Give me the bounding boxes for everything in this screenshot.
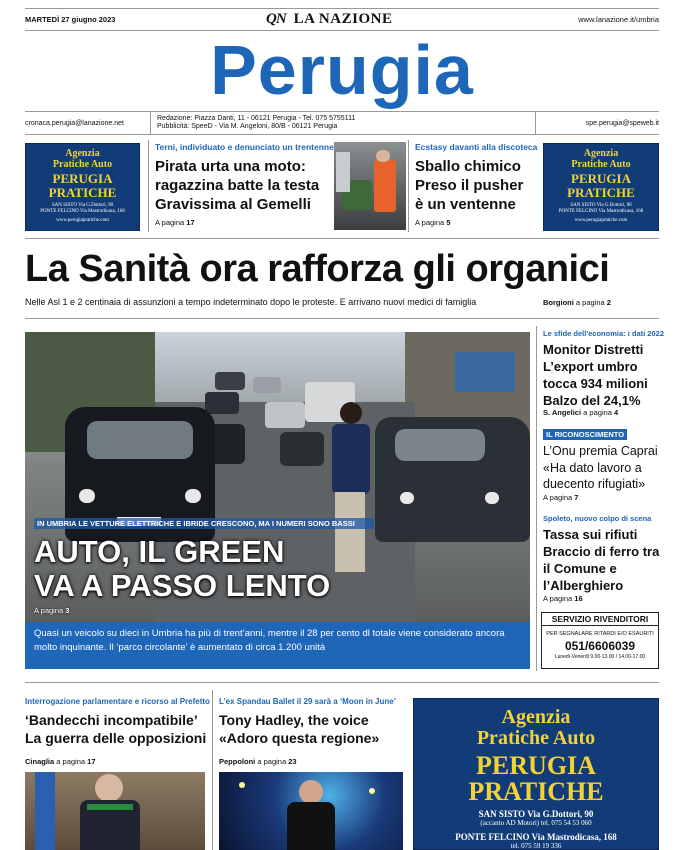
author: S. Angelici xyxy=(543,408,582,417)
bottom-story-1-headline[interactable]: ‘Bandecchi incompatibile’ La guerra delle opposizioni xyxy=(25,712,207,746)
ad-brand: PRATICHE xyxy=(48,185,117,200)
ad-address: SAN SISTO Via G.Dottori, 90 xyxy=(478,809,594,819)
sidebar-story-2-page xyxy=(543,493,578,502)
redazione-line: Redazione: Piazza Danti, 11 - 06121 Perugia - Tel. 075 5755111 xyxy=(157,115,356,122)
service-hours: Lunedì-Venerdì 9.00-13.00 / 14.00-17.00 xyxy=(554,654,646,660)
bottom-story-1-kicker: Interrogazione parlamentare e ricorso al Prefetto xyxy=(25,697,210,706)
ad-website: www.perugiapratiche.com xyxy=(574,218,628,223)
ad-perugia-pratiche-right[interactable] xyxy=(543,143,659,231)
ad-line: Agenzia xyxy=(65,148,100,159)
author: Borgioni xyxy=(543,298,574,307)
ad-brand: PERUGIA xyxy=(571,171,631,186)
ad-address: (accanto AD Motori) tel. 075 54 53 060 xyxy=(480,819,592,827)
lead-byline xyxy=(543,298,611,307)
ad-address: PONTE FELCINO Via Mastrodicasa, 168 xyxy=(455,832,617,842)
ad-brand: PRATICHE xyxy=(468,777,604,806)
service-note: PER SEGNALARE RITARDI E/O ESAURITI xyxy=(546,631,654,637)
lead-headline[interactable]: La Sanità ora rafforza gli organici xyxy=(25,248,610,290)
page-label: A pagina xyxy=(155,218,185,227)
author: Peppoloni xyxy=(219,757,256,766)
ad-line: Agenzia xyxy=(583,148,619,159)
paramedic-figure xyxy=(374,160,396,212)
ad-line: Pratiche Auto xyxy=(52,159,113,170)
top-story-1-headline[interactable]: Pirata urta una moto: ragazzina batte la testa Gravissima al Gemelli xyxy=(155,158,320,213)
author: Cinaglia xyxy=(25,757,55,766)
top-story-2-kicker: Ecstasy davanti alla discoteca xyxy=(415,142,538,152)
ad-line: Pratiche Auto xyxy=(476,727,596,749)
page-label: a pagina xyxy=(257,757,287,766)
sidebar-story-2-headline[interactable]: L’Onu premia Caprai «Ha dato lavoro a duecento rifugiati» xyxy=(543,444,658,491)
ad-brand: PERUGIA xyxy=(52,171,113,186)
page-label: a pagina xyxy=(583,408,612,417)
sidebar-story-3-page xyxy=(543,594,583,603)
bottom-story-1-byline xyxy=(25,757,96,766)
lead-summary: Nelle Asl 1 e 2 centinaia di assunzioni a tempo indeterminato dopo le proteste. E arrivano nuovi medici di famiglia xyxy=(25,297,477,307)
ad-address: SAN SISTO Via G.Dottori, 90 xyxy=(570,203,632,208)
service-title: SERVIZIO RIVENDITORI xyxy=(542,613,658,626)
edition-title: Perugia xyxy=(210,31,474,109)
paper-brand xyxy=(266,11,392,28)
page-number: 5 xyxy=(446,218,451,227)
ad-line: Pratiche Auto xyxy=(571,159,631,170)
redazione-info xyxy=(157,115,355,131)
sidebar-story-2-badge: IL RICONOSCIMENTO xyxy=(543,429,627,440)
top-story-2-page xyxy=(415,218,450,227)
page-label: A pagina xyxy=(34,606,64,615)
page-number: 17 xyxy=(186,218,195,227)
service-phone[interactable]: 051/6606039 xyxy=(564,639,636,653)
ad-line: Agenzia xyxy=(501,706,571,728)
ad-address: SAN SISTO Via G.Dottori, 90 xyxy=(51,203,114,208)
paper-name: LA NAZIONE xyxy=(293,11,393,27)
sidebar-story-1-byline xyxy=(543,408,618,417)
top-story-2-headline[interactable]: Sballo chimico Preso il pusher è un ventenne xyxy=(415,158,524,213)
page-label: A pagina xyxy=(543,594,573,603)
headline-line: VA A PASSO LENTO xyxy=(34,568,331,603)
ad-phone: tel. 075 59 19 336 xyxy=(510,842,562,850)
service-box xyxy=(541,612,659,669)
publicity-line: Pubblicità: SpeeD - Via M. Angeloni, 80/B - 06121 Perugia xyxy=(157,123,338,130)
main-story-caption: Quasi un veicolo su dieci in Umbria ha più di trent’anni, mentre il 28 per cento dl totale viene considerato ancora molto inquinante. Il ‘parco circolante’ è aumentato di circa 1.200 unità xyxy=(25,622,530,669)
main-story-headline[interactable] xyxy=(34,535,330,603)
sidebar-story-3-kicker: Spoleto, nuovo colpo di scena xyxy=(543,514,652,523)
qn-logo: QN xyxy=(266,11,286,27)
page-label: A pagina xyxy=(543,493,573,502)
dark-car-right xyxy=(375,417,530,542)
ad-perugia-pratiche-left[interactable] xyxy=(25,143,140,231)
website-link[interactable]: www.lanazione.it/umbria xyxy=(578,15,659,24)
page-label: a pagina xyxy=(56,757,86,766)
sidebar-story-1-kicker: Le sfide dell'economia: i dati 2022 xyxy=(543,329,664,338)
ad-brand: PERUGIA xyxy=(476,751,596,780)
main-story-kicker: IN UMBRIA LE VETTURE ELETTRICHE E IBRIDE CRESCONO, MA I NUMERI SONO BASSI xyxy=(34,518,374,529)
headline-line: AUTO, IL GREEN xyxy=(34,534,285,569)
top-story-1-page xyxy=(155,218,195,227)
page-label: A pagina xyxy=(415,218,445,227)
page-number: 16 xyxy=(574,594,583,603)
page-number: 4 xyxy=(614,408,619,417)
page-number: 3 xyxy=(65,606,70,615)
bottom-story-2-kicker: L’ex Spandau Ballet il 29 sarà a ‘Moon in June’ xyxy=(219,697,396,706)
top-story-1-kicker: Terni, individuato e denunciato un trentenne xyxy=(155,142,334,152)
page-number: 17 xyxy=(87,757,96,766)
ad-address: PONTE FELCINO Via Mastrodicasa, 168 xyxy=(40,209,125,214)
ad-perugia-pratiche-large[interactable] xyxy=(413,698,659,850)
concert-photo xyxy=(219,772,403,850)
sidebar-story-1-headline[interactable]: Monitor Distretti L’export umbro tocca 934 milioni Balzo del 24,1% xyxy=(543,342,648,408)
page-number: 23 xyxy=(288,757,297,766)
page-number: 7 xyxy=(574,493,579,502)
pedestrian xyxy=(340,402,362,424)
page-number: 2 xyxy=(606,298,611,307)
main-story-page xyxy=(34,606,69,615)
mayor-photo xyxy=(25,772,205,850)
contact-email-left[interactable]: cronaca.perugia@lanazione.net xyxy=(25,120,124,127)
ad-brand: PRATICHE xyxy=(567,185,635,200)
ad-address: PONTE FELCINO Via Mastrodicasa, 168 xyxy=(558,209,644,214)
issue-date: MARTEDÌ 27 giugno 2023 xyxy=(25,15,116,24)
ad-website: www.perugiapratiche.com xyxy=(56,218,109,223)
bottom-story-2-byline xyxy=(219,757,297,766)
bottom-story-2-headline[interactable]: Tony Hadley, the voice «Adoro questa regione» xyxy=(219,712,380,746)
page-label: a pagina xyxy=(575,298,605,307)
sidebar-story-3-headline[interactable]: Tassa sui rifiuti Braccio di ferro tra il Comune e l’Alberghiero xyxy=(543,527,660,593)
ambulance-photo xyxy=(334,142,406,230)
contact-email-right[interactable]: spe.perugia@speweb.it xyxy=(585,120,659,127)
